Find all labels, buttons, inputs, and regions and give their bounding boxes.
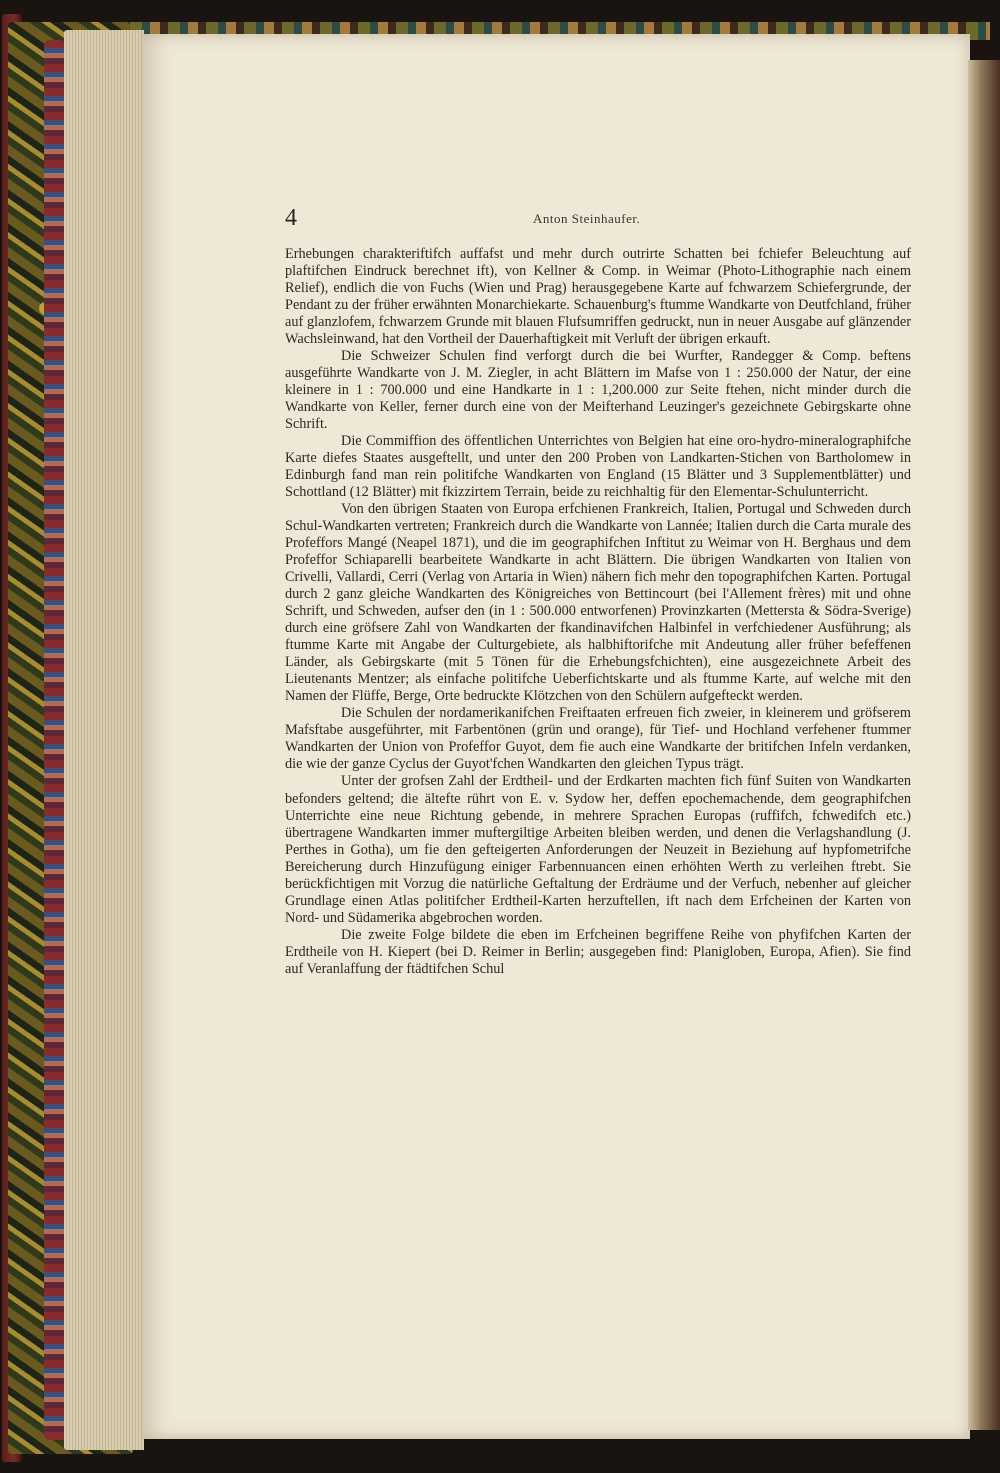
paragraph: Die Commiffion des öffentlichen Unterrichtes von Belgien hat eine oro-hydro-mineralographifche Karte diefes Staates ausgeftellt, und unter den 200 Proben von Landkarten-Stichen von Bartholomew in Edinburgh fand man rein politifche Wandkarten von England (15 Blätter und 3 Supplementblätter) und Schottland (12 Blätter) mit fkizzirtem Terrain, beide zu reichhaltig für den Elementar-Schulunterricht. — [285, 433, 911, 501]
page-stack-edge — [64, 30, 144, 1450]
paragraph: Die Schulen der nordamerikanifchen Freiftaaten erfreuen fich zweier, in kleinerem und gröfserem Mafsftabe ausgeführter, mit Farbentönen (grün und orange), für Tief- und Hochland verfehener ftummer Wandkarten der Union von Profeffor Guyot, dem fie auch eine Wandkarte der britifchen Infeln verdanken, die wie der ganze Cyclus der Guyot'fchen Wandkarten den gleichen Typus trägt. — [285, 705, 911, 773]
page-number: 4 — [285, 205, 297, 231]
paragraph: Die Schweizer Schulen find verforgt durch die bei Wurfter, Randegger & Comp. beftens ausgeführte Wandkarte von J. M. Ziegler, in acht Blättern im Mafse von 1 : 250.000 der Natur, der eine kleinere in 1 : 700.000 und eine Handkarte in 1 : 1,200.000 zur Seite ftehen, nicht minder durch die Wandkarte von Keller, ferner durch eine von der Meifterhand Leuzinger's gezeichnete Gebirgskarte ohne Schrift. — [285, 348, 911, 433]
running-head: Anton Steinhaufer. — [533, 211, 641, 226]
body-text — [285, 246, 911, 978]
paragraph: Von den übrigen Staaten von Europa erfchienen Frankreich, Italien, Portugal und Schweden durch Schul-Wandkarten vertreten; Frankreich durch die Wandkarte von Lannée; Italien durch die Carta murale des Profeffors Mangé (Neapel 1871), und die im geographifchen Inftitut zu Weimar von H. Berghaus und dem Profeffor Schiaparelli bearbeitete Wandkarte in acht Blättern. Die übrigen Wandkarten von Italien von Crivelli, Vallardi, Cerri (Verlag von Artaria in Wien) nähern fich mehr den topographifchen Karten. Portugal durch 2 ganz gleiche Wandkarten des Königreiches von Bettincourt (bei l'Allement frères) mit und ohne Schrift, und Schweden, aufser den (in 1 : 500.000 entworfenen) Provinzkarten (Mettersta & Södra-Sverige) durch eine gröfsere Zahl von Wandkarten der fkandinavifchen Halbinfel in verfchiedener Ausführung; als ftumme Karte mit Angabe der Culturgebiete, als halbhiftorifche mit Andeutung aller früher befeffenen Länder, als Gebirgskarte (mit 5 Tönen für die Erhebungsfchichten), eine ausgezeichnete Arbeit des Lieutenants Mentzer; als einfache politifche Ueberfichtskarte und als ftumme Karte, auf welche mit den Namen der Flüffe, Berge, Orte bedruckte Klötzchen von den Schülern aufgefteckt werden. — [285, 501, 911, 705]
paragraph: Erhebungen charakteriftifch auffafst und mehr durch outrirte Schatten bei fchiefer Beleuchtung auf plaftifchen Eindruck berechnet ift), von Kellner & Comp. in Weimar (Photo-Lithographie nach einem Relief), endlich die von Fuchs (Wien und Prag) herausgegebene Karte auf fchwarzem Schiefergrunde, der Pendant zu der früher erwähnten Monarchiekarte. Schauenburg's ftumme Wandkarte von Deutfchland, früher auf glanzlofem, fchwarzem Grunde mit blauen Flufsumriffen gedruckt, nun in neuer Ausgabe auf glänzender Wachsleinwand, hat den Vortheil der Dauerhaftigkeit mit Verluft der übrigen erkauft. — [285, 246, 911, 348]
paragraph: Unter der grofsen Zahl der Erdtheil- und der Erdkarten machten fich fünf Suiten von Wandkarten befonders geltend; die ältefte rührt von E. v. Sydow her, deffen epochemachende, dem geographifchen Unterrichte eine neue Richtung gebende, in mehrere Sprachen Europas (ruffifch, fchwedifch etc.) übertragene Wandkarten immer muftergiltige Arbeiten bleiben werden, und denen die Verlagshandlung (J. Perthes in Gotha), um fie den gefteigerten Anforderungen der Neuzeit in Beziehung auf hypfometrifche Bereicherung durch Hinzufügung einiger Farbennuancen einen erhöhten Werth zu verleihen ftrebt. Sie berückfichtigen mit Vorzug die natürliche Geftaltung der Erdräume und der Verfuch, nebenher auf gleicher Grundlage einen Atlas politifcher Erdtheil-Karten herzuftellen, ift nach dem Erfcheinen der Karten von Nord- und Südamerika abgebrochen worden. — [285, 773, 911, 926]
marbled-fore-edge — [44, 40, 66, 1440]
page-header — [285, 205, 910, 235]
facing-page-edge — [968, 60, 1000, 1430]
paragraph: Die zweite Folge bildete die eben im Erfcheinen begriffene Reihe von phyfifchen Karten der Erdtheile von H. Kiepert (bei D. Reimer in Berlin; ausgegeben find: Planigloben, Europa, Afien). Sie find auf Veranlaffung der ftädtifchen Schul — [285, 926, 911, 977]
